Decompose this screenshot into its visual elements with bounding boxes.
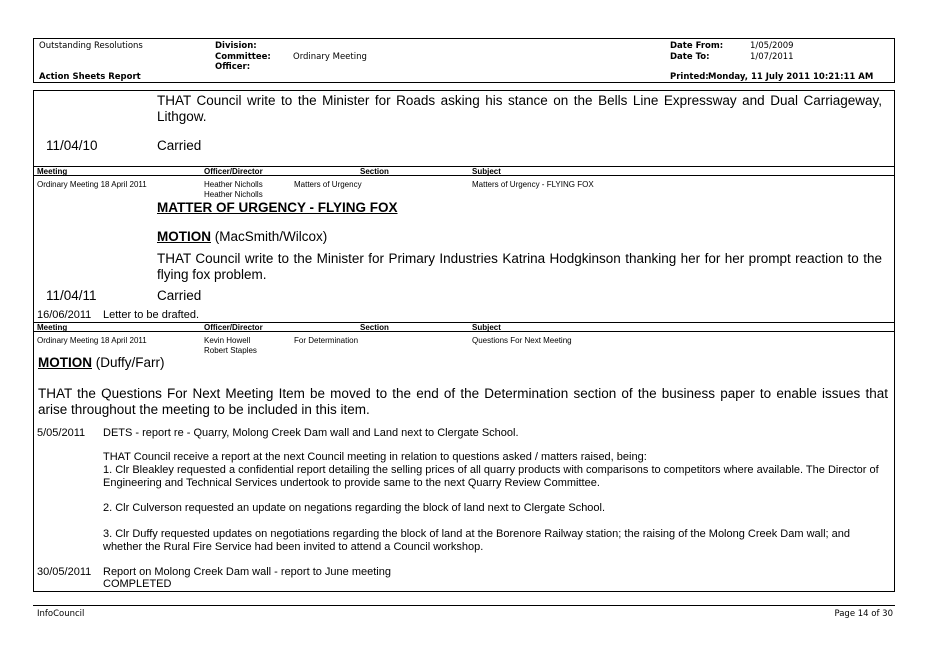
printed-value: Monday, 11 July 2011 10:21:11 AM — [708, 72, 874, 82]
detail-item: 2. Clr Culverson requested an update on negations regarding the block of land next to Clergate School. — [103, 502, 606, 514]
detail-item: 3. Clr Duffy requested updates on negotiations regarding the block of land at the Borenore Railway station; the raising of the Molong Creek Dam wall; and whether the Rural Fire Service had been invited to attend a Council workshop. — [103, 528, 851, 553]
committee-value: Ordinary Meeting — [293, 52, 367, 62]
column-header-bar — [33, 322, 895, 332]
detail-item: 1. Clr Bleakley requested a confidential report detailing the selling prices of all quarry products with comparisons to competitors where available. The Director of Engineering and Technical Services undertook to provide same to the next Quarry Review Committee. — [103, 464, 879, 489]
col-section: Section — [360, 167, 389, 176]
meeting-name: Ordinary Meeting 18 April 2011 — [37, 180, 147, 189]
section-name: Matters of Urgency — [294, 180, 362, 189]
resolution-text: THAT the Questions For Next Meeting Item be moved to the end of the Determination section of the business paper to enable issues that arise throughout the meeting to be included in this item. — [38, 386, 888, 417]
date-from-label: Date From: — [670, 41, 724, 51]
motion-movers: (MacSmith/Wilcox) — [211, 229, 328, 244]
director-name: Robert Staples — [204, 345, 257, 355]
officer-label: Officer: — [215, 62, 251, 72]
action-date: 30/05/2011 — [37, 566, 92, 578]
date-to-label: Date To: — [670, 52, 710, 62]
director-name: Heather Nicholls — [204, 189, 263, 199]
action-text: Report on Molong Creek Dam wall - report to June meeting — [103, 566, 391, 578]
column-header-bar — [33, 166, 895, 176]
col-section: Section — [360, 323, 389, 332]
action-text: Letter to be drafted. — [103, 309, 200, 321]
col-meeting: Meeting — [37, 167, 68, 176]
detail-intro: THAT Council receive a report at the next Council meeting in relation to questions asked / matters raised, being: — [103, 451, 647, 463]
urgency-heading: MATTER OF URGENCY - FLYING FOX — [157, 200, 398, 215]
page-number: Page 14 of 30 — [834, 609, 893, 619]
report-title: Action Sheets Report — [39, 72, 141, 82]
meeting-name: Ordinary Meeting 18 April 2011 — [37, 336, 147, 345]
printed-label: Printed: — [670, 72, 709, 82]
action-date: 16/06/2011 — [37, 309, 92, 321]
resolution-status: Carried — [157, 138, 202, 153]
item-meta — [33, 180, 895, 200]
date-to-value: 1/07/2011 — [750, 52, 794, 62]
report-type-title: Outstanding Resolutions — [39, 41, 143, 51]
subject-name: Matters of Urgency - FLYING FOX — [472, 180, 594, 189]
motion-line — [157, 229, 327, 245]
col-subject: Subject — [472, 323, 501, 332]
subject-name: Questions For Next Meeting — [472, 336, 572, 345]
division-label: Division: — [215, 41, 257, 51]
officer-name: Heather Nicholls — [204, 180, 263, 189]
motion-label: MOTION — [38, 355, 92, 370]
committee-label: Committee: — [215, 52, 271, 62]
motion-line — [38, 355, 165, 371]
resolution-text: THAT Council write to the Minister for Primary Industries Katrina Hodgkinson thanking her for her prompt reaction to the flying fox problem. — [157, 251, 882, 282]
col-meeting: Meeting — [37, 323, 68, 332]
action-status: COMPLETED — [103, 578, 172, 590]
action-date: 5/05/2011 — [37, 427, 86, 439]
motion-movers: (Duffy/Farr) — [92, 355, 165, 370]
action-text: DETS - report re - Quarry, Molong Creek Dam wall and Land next to Clergate School. — [103, 427, 519, 439]
item-meta — [33, 336, 895, 356]
date-from-value: 1/05/2009 — [750, 41, 794, 51]
resolution-status: Carried — [157, 288, 202, 303]
col-officer: Officer/Director — [204, 323, 263, 332]
resolution-text: THAT Council write to the Minister for Roads asking his stance on the Bells Line Expressway and Dual Carriageway, Lithgow. — [157, 93, 882, 124]
motion-label: MOTION — [157, 229, 211, 244]
col-officer: Officer/Director — [204, 167, 263, 176]
section-name: For Determination — [294, 336, 359, 345]
resolution-ref: 11/04/10 — [46, 138, 98, 153]
officer-name: Kevin Howell — [204, 336, 251, 345]
footer-rule — [33, 605, 895, 606]
report-header — [33, 38, 895, 83]
col-subject: Subject — [472, 167, 501, 176]
resolution-ref: 11/04/11 — [46, 288, 97, 303]
footer-app-name: InfoCouncil — [37, 609, 85, 619]
